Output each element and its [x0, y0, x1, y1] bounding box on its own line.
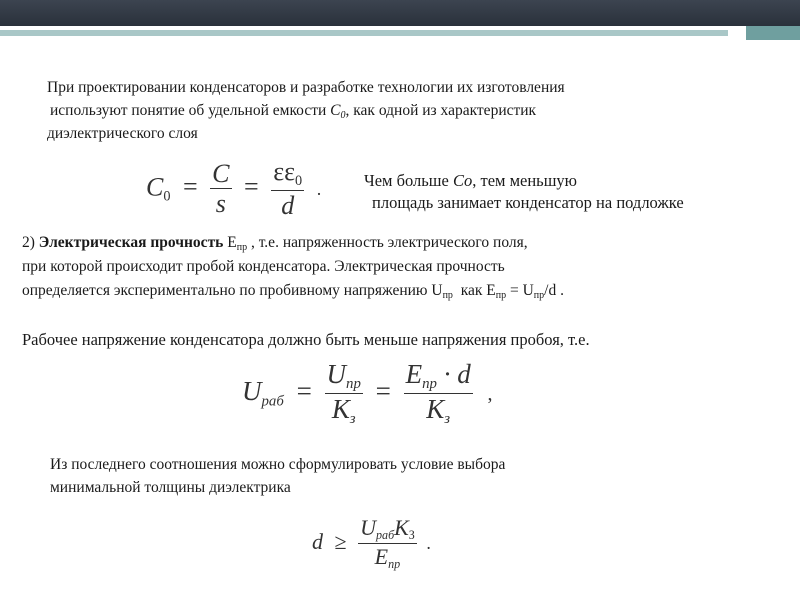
f1-num-2-text: εε: [273, 157, 296, 186]
formula-specific-capacitance: [146, 158, 321, 221]
conclusion-line-1: [50, 455, 505, 475]
work-voltage-line: [22, 330, 590, 350]
f3-den: [375, 544, 401, 572]
f2-num-1-sub: пр: [346, 376, 361, 393]
intro-var-sub: 0: [340, 110, 346, 121]
section2-u-sub: пр: [442, 290, 453, 301]
f1-lhs-sub: 0: [163, 188, 171, 205]
note-text-2: площадь занимает конденсатор на подложке: [372, 193, 684, 212]
f1-num-1: C: [212, 158, 230, 188]
section2-line-2: [22, 257, 505, 277]
intro-line-1: [47, 78, 565, 98]
f2-den-2: [426, 394, 450, 428]
conclusion-text-1: Из последнего соотношения можно сформулировать условие выбора: [50, 456, 506, 473]
intro-text-2: используют понятие об удельной емкости: [50, 102, 327, 119]
f2-num-1-text: U: [326, 359, 347, 389]
f2-lhs-sub: раб: [261, 393, 284, 410]
f2-den-1-text: К: [331, 393, 350, 424]
f2-den-2-sub: з: [444, 410, 451, 427]
f1-frac-1: [210, 160, 231, 219]
f2-den-1-sub: з: [349, 410, 356, 427]
f3-frac: [358, 516, 417, 572]
f1-end: .: [316, 179, 322, 200]
f3-lhs: d: [312, 528, 323, 554]
intro-var-c0: C: [330, 102, 341, 119]
f3-den-e: E: [374, 543, 389, 569]
intro-line-2: [50, 101, 536, 126]
note-text-1a: Чем больше: [364, 171, 453, 190]
f1-num-2: [271, 158, 304, 191]
f3-ge: ≥: [334, 528, 347, 554]
note-text-1b: , тем меньшую: [472, 171, 577, 190]
f2-frac-2: [404, 360, 473, 428]
f2-num-1: [325, 360, 363, 394]
f3-num-u: U: [360, 515, 376, 540]
intro-text-1: При проектировании конденсаторов и разработке технологии их изготовления: [47, 79, 565, 96]
f3-end: .: [426, 532, 431, 553]
f2-lhs: U: [242, 376, 262, 407]
intro-line-3: [47, 124, 198, 144]
f2-den-1: [332, 394, 356, 428]
section2-text-3a: определяется экспериментально по пробивному напряжению U: [22, 282, 443, 299]
note-line-2: [372, 193, 684, 213]
accent-line: [0, 30, 800, 36]
formula-min-thickness: [312, 516, 431, 572]
f1-eq-2: =: [244, 172, 259, 202]
intro-text-2b: , как одной из характеристик: [345, 102, 537, 119]
f1-num-2-sub: 0: [295, 173, 303, 189]
formula-work-voltage: [242, 360, 492, 428]
f3-num-u-sub: раб: [375, 528, 395, 543]
note-var-co: Co: [452, 171, 473, 190]
f2-num-2-text: E: [405, 359, 423, 389]
f2-eq-2: =: [375, 376, 391, 407]
f2-frac-1: [325, 360, 363, 428]
section2-line-3: [22, 281, 564, 306]
section2-text-1: , т.е. напряженность электрического поля,: [247, 234, 528, 251]
f1-den-1: s: [215, 189, 226, 219]
section2-prefix: 2): [22, 234, 39, 251]
f2-num-2-rest: · d: [436, 359, 471, 389]
f1-den-2: d: [281, 190, 295, 220]
title-bar: [0, 0, 800, 26]
f3-num: [358, 516, 417, 544]
f2-eq-1: =: [296, 376, 312, 407]
f3-num-k-sub: З: [408, 528, 415, 543]
f2-num-2: [404, 360, 473, 394]
f2-end: ,: [487, 383, 493, 406]
intro-text-3: диэлектрического слоя: [47, 125, 198, 142]
f2-den-2-text: К: [426, 393, 445, 424]
work-voltage-text: Рабочее напряжение конденсатора должно быть меньше напряжения пробоя, т.е.: [22, 330, 590, 349]
f3-num-k: К: [394, 515, 409, 540]
f2-num-2-sub: пр: [422, 376, 437, 393]
section2-text-3b: как E: [452, 282, 496, 299]
f3-den-e-sub: пр: [388, 556, 401, 571]
section2-text-3d: /d .: [544, 282, 564, 299]
section2-e: E: [227, 234, 237, 251]
section2-line-1: [22, 233, 528, 258]
section2-u2-sub: пр: [533, 290, 545, 301]
section2-text-2: при которой происходит пробой конденсатора. Электрическая прочность: [22, 258, 505, 275]
f1-eq-1: =: [183, 172, 198, 202]
conclusion-text-2: минимальной толщины диэлектрика: [50, 479, 291, 496]
section2-heading: Электрическая прочность: [38, 234, 224, 251]
f1-lhs: C: [146, 172, 164, 202]
f1-frac-2: [271, 158, 304, 221]
section2-e-sub: пр: [236, 242, 248, 253]
section2-e2-sub: пр: [495, 290, 507, 301]
conclusion-line-2: [50, 478, 291, 498]
note-line-1: [364, 171, 577, 191]
section2-text-3c: = U: [506, 282, 534, 299]
